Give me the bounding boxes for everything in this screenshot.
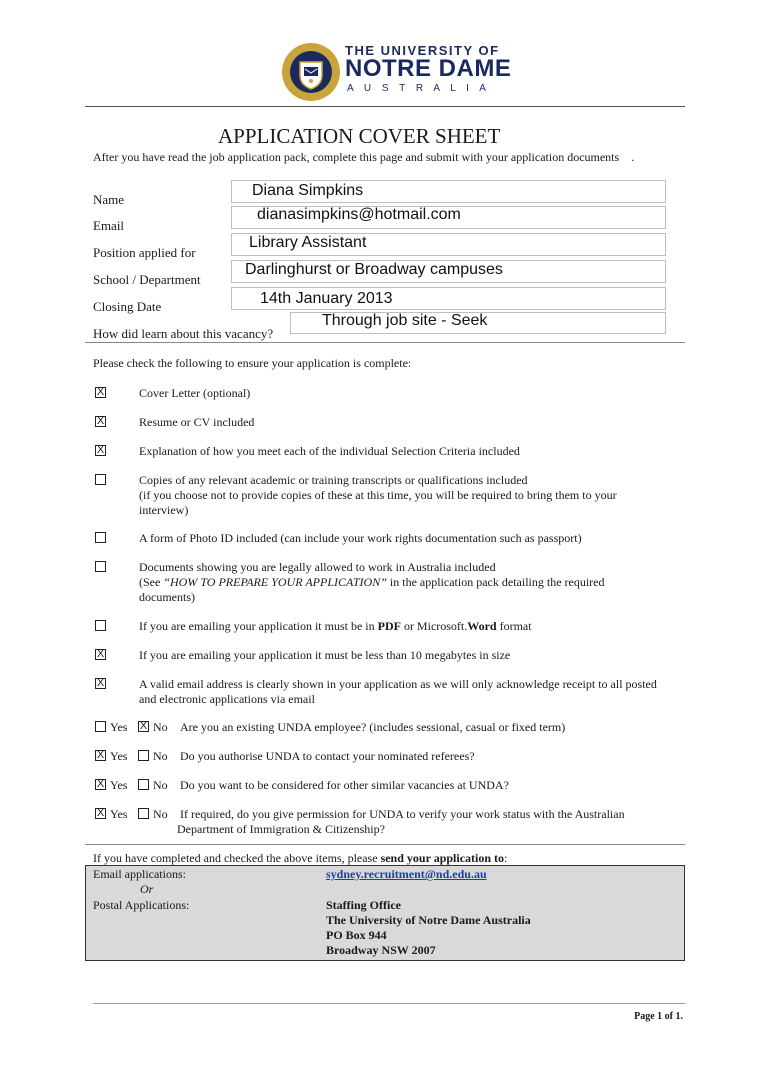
school-value: Darlinghurst or Broadway campuses [245,261,503,278]
yes-checkbox[interactable]: X [96,749,105,761]
header-rule [85,106,685,107]
address-line: PO Box 944 [326,928,387,942]
checklist-item [139,473,699,518]
yes-checkbox[interactable] [95,721,106,732]
checklist-checkbox[interactable] [95,532,106,543]
send-details-box [85,865,685,961]
no-checkbox[interactable] [138,808,149,819]
checklist-item: A form of Photo ID included (can include your work rights documentation such as passport) [139,531,582,545]
question-text: Are you an existing UNDA employee? (includes sessional, casual or fixed term) [180,720,566,734]
item-line: A valid email address is clearly shown in your application as we will only acknowledge receipt to all posted [139,677,657,691]
checklist-item: If you are emailing your application it must be less than 10 megabytes in size [139,648,511,662]
checklist-item [139,619,699,634]
no-label: No [153,778,168,792]
vacancy-source-label: How did learn about this vacancy? [93,326,274,341]
item-line: Copies of any relevant academic or training transcripts or qualifications included [139,473,528,487]
no-label: No [153,720,168,734]
send-intro-bold: send your application to [380,851,505,865]
crest-icon [281,42,341,102]
closing-date-value: 14th January 2013 [260,290,393,307]
item-text: or Microsoft. [400,619,468,633]
item-line: and electronic applications via email [139,692,315,706]
checklist-intro: Please check the following to ensure your application is complete: [93,356,412,370]
position-value: Library Assistant [249,234,367,251]
intro-dot: . [631,150,635,164]
logo-line-3: A U S T R A L I A [347,83,490,94]
no-checkbox[interactable] [138,779,149,790]
email-applications-label: Email applications: [93,867,186,881]
item-text: (See [139,575,164,589]
closing-date-label: Closing Date [93,299,162,314]
form-rule [85,342,685,343]
yes-checkbox[interactable]: X [96,778,105,790]
page-title: APPLICATION COVER SHEET [218,124,501,148]
email-value: dianasimpkins@hotmail.com [257,206,461,223]
address-line: Staffing Office [326,898,401,912]
no-checkbox[interactable] [138,750,149,761]
address-line: The University of Notre Dame Australia [326,913,531,927]
checklist-checkbox[interactable]: X [96,415,105,427]
question-text-continued: Department of Immigration & Citizenship? [177,822,385,836]
checklist-checkbox[interactable]: X [96,444,105,456]
item-text: in the application pack detailing the required [386,575,605,589]
email-label: Email [93,218,125,233]
checklist-item: Cover Letter (optional) [139,386,251,400]
item-line: documents) [139,590,195,604]
question-text: Do you authorise UNDA to contact your nominated referees? [180,749,475,763]
checklist-checkbox[interactable] [95,620,106,631]
item-text-bold: PDF [377,619,401,633]
checklist-item [139,560,699,605]
name-label: Name [93,192,125,207]
question-text: Do you want to be considered for other similar vacancies at UNDA? [180,778,509,792]
vacancy-source-value: Through job site - Seek [322,312,488,329]
school-field[interactable] [231,260,666,283]
checklist-checkbox[interactable]: X [96,648,105,660]
name-field[interactable] [231,180,666,203]
logo-line-2: NOTRE DAME [345,55,512,82]
or-label: Or [140,882,154,896]
school-label: School / Department [93,272,201,287]
position-label: Position applied for [93,245,196,260]
address-line: Broadway NSW 2007 [326,943,436,957]
yes-label: Yes [110,749,128,763]
item-text-bold: Word [467,619,497,633]
postal-address [326,898,531,958]
checklist-item [139,677,699,707]
university-logo [281,42,512,102]
question-text: If required, do you give permission for UNDA to verify your work status with the Australian [180,807,625,821]
yes-label: Yes [110,720,128,734]
logo-line-1: THE UNIVERSITY OF [345,43,500,58]
checklist-item: Resume or CV included [139,415,255,429]
item-text: If you are emailing your application it must be in [139,619,378,633]
postal-applications-label: Postal Applications: [93,898,190,912]
intro-text [93,150,634,165]
yes-checkbox[interactable]: X [96,807,105,819]
item-line: Documents showing you are legally allowed to work in Australia included [139,560,496,574]
checklist-checkbox[interactable] [95,561,106,572]
email-field[interactable] [231,206,666,229]
send-intro-text: If you have completed and checked the above items, please [93,851,381,865]
yes-label: Yes [110,807,128,821]
questions-rule [85,844,685,845]
item-text: format [496,619,532,633]
checklist-checkbox[interactable]: X [96,677,105,689]
intro-sentence: After you have read the job application pack, complete this page and submit with your application documents [93,150,620,164]
no-label: No [153,749,168,763]
vacancy-source-field[interactable] [290,312,666,334]
item-line [139,575,699,590]
item-text-italic: “HOW TO PREPARE YOUR APPLICATION” [163,575,387,589]
recruitment-email-link[interactable]: sydney.recruitment@nd.edu.au [326,867,487,881]
position-field[interactable] [231,233,666,256]
item-line: (if you choose not to provide copies of these at this time, you will be required to bring them to your [139,488,617,502]
page-number: Page 1 of 1. [634,1011,683,1022]
send-intro-colon: : [504,851,508,865]
yes-label: Yes [110,778,128,792]
name-value: Diana Simpkins [252,182,364,199]
footer-rule [93,1003,685,1004]
send-intro [93,851,507,866]
closing-date-field[interactable] [231,287,666,310]
checklist-checkbox[interactable] [95,474,106,485]
checklist-checkbox[interactable]: X [96,386,105,398]
checklist-item: Explanation of how you meet each of the individual Selection Criteria included [139,444,520,458]
no-checkbox[interactable]: X [139,720,148,732]
item-line: interview) [139,503,189,517]
no-label: No [153,807,168,821]
